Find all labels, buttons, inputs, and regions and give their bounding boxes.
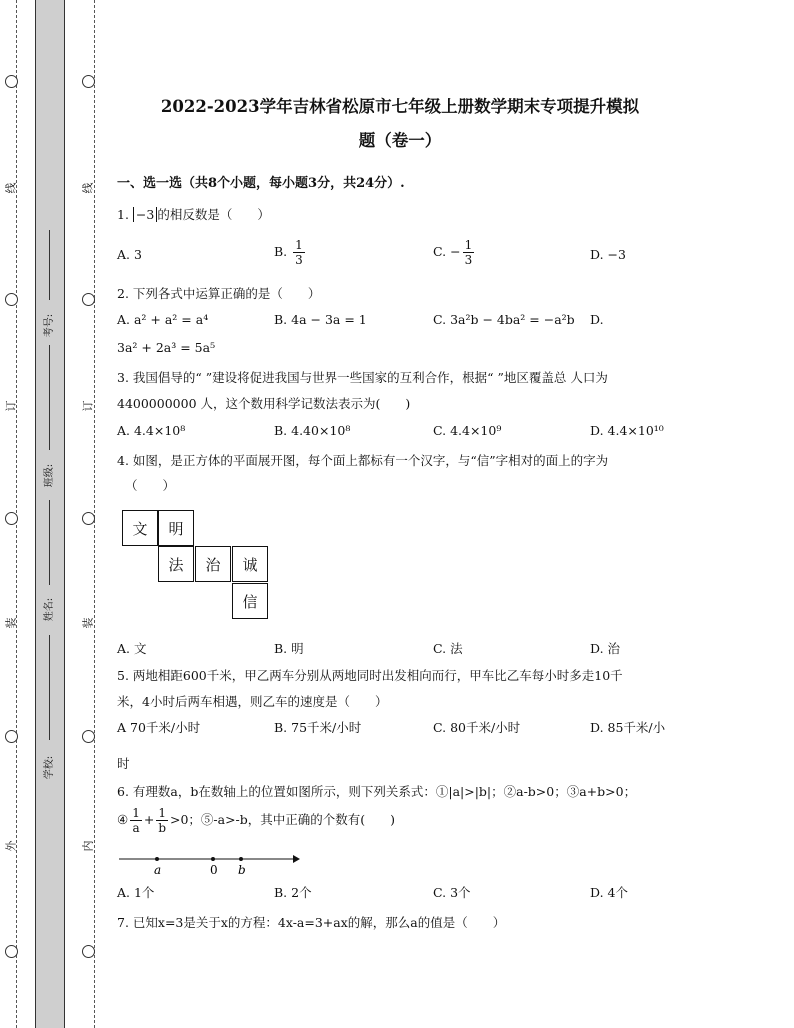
- cube-net-cell: 文: [122, 510, 158, 546]
- label-class: 班级:: [44, 463, 56, 488]
- denominator: 3: [464, 253, 473, 267]
- binding-hole: [5, 293, 18, 306]
- margin-char-inner: 内: [81, 840, 95, 852]
- point-b: [239, 857, 243, 861]
- q6-option-b[interactable]: B. 2个: [274, 885, 312, 900]
- q3-option-b[interactable]: B. 4.40×10⁸: [274, 423, 351, 438]
- q6-line-2-rest: >0；⑤-a>-b，其中正确的个数有( ): [169, 812, 396, 827]
- q2-option-c[interactable]: C. 3a²b − 4ba² = −a²b: [433, 312, 575, 327]
- q3-option-c[interactable]: C. 4.4×10⁹: [433, 423, 502, 438]
- q5-option-b[interactable]: B. 75千米/小时: [274, 720, 362, 735]
- denominator: 3: [295, 253, 303, 267]
- fraction: [463, 238, 475, 267]
- binding-strip: [35, 0, 65, 1028]
- question-1: [117, 205, 270, 223]
- question-3-line-2: 4400000000 人，这个数用科学记数法表示为( ): [117, 396, 411, 411]
- q1-option-d[interactable]: D. −3: [590, 247, 626, 262]
- label-zero: 0: [210, 863, 218, 877]
- q1-option-c-label: C.: [433, 244, 447, 259]
- question-4-line-2: （ ）: [125, 478, 176, 493]
- q1-option-b-label: B.: [274, 244, 288, 259]
- binding-hole: [82, 945, 95, 958]
- q6-option-a[interactable]: A. 1个: [117, 885, 155, 900]
- margin-char-outer: 线: [4, 182, 18, 194]
- number-line: [117, 850, 302, 880]
- label-a: a: [154, 863, 162, 877]
- inner-dashed-line: [94, 0, 95, 1028]
- numerator: 1: [464, 238, 473, 252]
- cube-net-cell: 信: [232, 583, 268, 619]
- fraction-1-over-b: [156, 806, 168, 835]
- question-4-line-1: 4. 如图，是正方体的平面展开图，每个面上都标有一个汉字，与“信”字相对的面上的字为: [117, 453, 609, 468]
- q1-option-c[interactable]: [433, 238, 476, 267]
- q3-option-a[interactable]: A. 4.4×10⁸: [117, 423, 186, 438]
- question-6-line-1: 6. 有理数a，b在数轴上的位置如图所示，则下列关系式：①|a|>|b|；②a-b>0；③a+b>0；: [117, 784, 637, 799]
- label-school: 学校:: [44, 755, 56, 780]
- section-heading: 一、选一选（共8个小题，每小题3分，共24分）.: [117, 176, 405, 191]
- q1-option-a[interactable]: A. 3: [117, 247, 142, 262]
- margin-char-inner: 线: [81, 182, 95, 194]
- binding-hole: [5, 75, 18, 88]
- binding-hole: [82, 730, 95, 743]
- margin-char-outer: 装: [4, 617, 18, 629]
- numerator: 1: [158, 806, 166, 820]
- question-5-line-1: 5. 两地相距600千米，甲乙两车分别从两地同时出发相向而行，甲车比乙车每小时多走10千: [117, 668, 623, 683]
- margin-char-inner: 订: [81, 400, 95, 412]
- q4-option-b[interactable]: B. 明: [274, 641, 304, 656]
- q2-option-b[interactable]: B. 4a − 3a = 1: [274, 312, 367, 327]
- q4-option-a[interactable]: A. 文: [117, 641, 147, 656]
- q6-option-c[interactable]: C. 3个: [433, 885, 471, 900]
- binding-hole: [5, 512, 18, 525]
- class-line[interactable]: [49, 345, 50, 450]
- binding-hole: [5, 730, 18, 743]
- name-line[interactable]: [49, 500, 50, 585]
- q1-text: 的相反数是（ ）: [157, 207, 270, 222]
- binding-hole: [82, 75, 95, 88]
- q5-option-d[interactable]: D. 85千米/小: [590, 720, 666, 735]
- question-6-line-2: ④ $\frac{1}{a}$ + $\frac{1}{b}$ >0；⑤-a>-b，其中正确的个数有( ): [117, 806, 396, 835]
- q4-option-d[interactable]: D. 治: [590, 641, 621, 656]
- q6-item-4-marker: ④: [117, 812, 129, 827]
- margin-char-inner: 装: [81, 617, 95, 629]
- q1-number: 1.: [117, 207, 129, 222]
- margin-char-outer: 外: [4, 840, 18, 852]
- margin-char-outer: 订: [4, 400, 18, 412]
- question-2: 2. 下列各式中运算正确的是（ ）: [117, 286, 321, 301]
- point-a: [155, 857, 159, 861]
- q6-option-d[interactable]: D. 4个: [590, 885, 628, 900]
- denominator: a: [132, 821, 140, 835]
- fraction-1-over-a: [130, 806, 142, 835]
- q2-option-d-expr[interactable]: 3a² + 2a³ = 5a⁵: [117, 340, 216, 355]
- binding-hole: [5, 945, 18, 958]
- denominator: b: [158, 821, 166, 835]
- binding-hole: [82, 293, 95, 306]
- label-exam-number: 考号:: [44, 313, 56, 338]
- cube-net-cell: 明: [158, 510, 194, 546]
- fraction: [293, 238, 305, 267]
- school-line[interactable]: [49, 635, 50, 740]
- question-7: 7. 已知x=3是关于x的方程：4x-a=3+ax的解，那么a的值是（ ）: [117, 915, 506, 930]
- axis-arrow: [293, 855, 300, 863]
- q1-abs-value: −3: [133, 207, 157, 222]
- numerator: 1: [295, 238, 303, 252]
- q5-option-d-wrap: 时: [117, 756, 130, 771]
- cube-net-cell: 诚: [232, 546, 268, 582]
- title-line-1: 2022-2023学年吉林省松原市七年级上册数学期末专项提升模拟: [160, 97, 640, 116]
- page-title: [115, 90, 685, 158]
- q5-option-a[interactable]: A 70千米/小时: [117, 720, 201, 735]
- q3-option-d[interactable]: D. 4.4×10¹⁰: [590, 423, 664, 438]
- label-name: 姓名:: [44, 597, 56, 622]
- binding-hole: [82, 512, 95, 525]
- point-zero: [211, 857, 215, 861]
- title-line-2: 题（卷一）: [358, 131, 442, 150]
- numerator: 1: [132, 806, 140, 820]
- q2-option-a[interactable]: A. a² + a² = a⁴: [117, 312, 209, 327]
- exam-number-line[interactable]: [49, 230, 50, 300]
- q1-option-c-sign: −: [450, 244, 461, 259]
- q1-option-b[interactable]: [274, 238, 307, 267]
- q4-option-c[interactable]: C. 法: [433, 641, 463, 656]
- q5-option-c[interactable]: C. 80千米/小时: [433, 720, 521, 735]
- cube-net-cell: 治: [195, 546, 231, 582]
- label-b: b: [238, 863, 246, 877]
- q2-option-d-label[interactable]: D.: [590, 312, 604, 327]
- cube-net-cell: 法: [158, 546, 194, 582]
- question-3-line-1: 3. 我国倡导的“ ”建设将促进我国与世界一些国家的互利合作，根据“ ”地区覆盖总 人口为: [117, 370, 608, 385]
- question-5-line-2: 米，4小时后两车相遇，则乙车的速度是（ ）: [117, 694, 388, 709]
